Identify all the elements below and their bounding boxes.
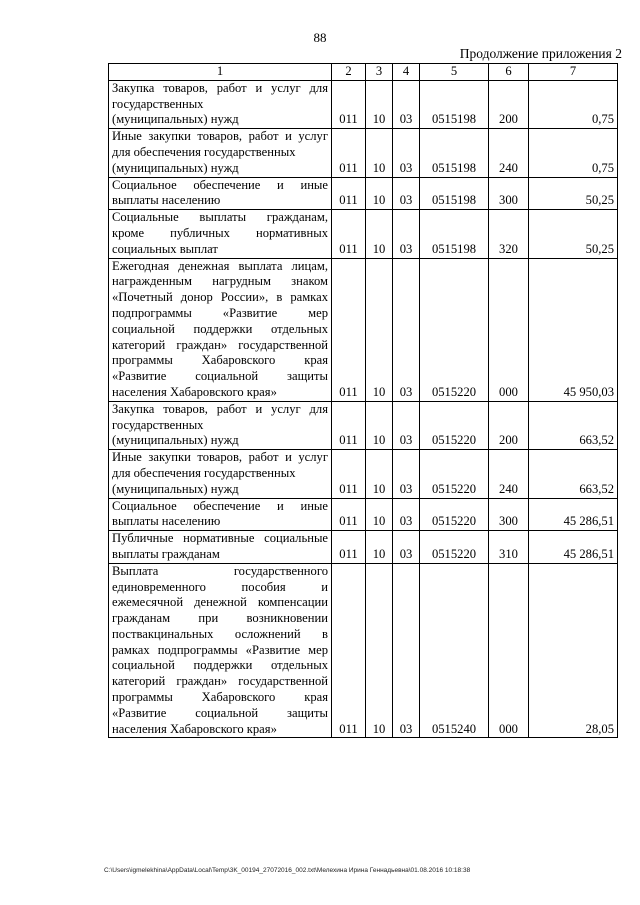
subsection-code: 03: [393, 450, 420, 498]
amount: 45 950,03: [529, 258, 618, 401]
table-row: [109, 498, 618, 531]
target-article: 0515240: [420, 563, 489, 738]
target-article: 0515220: [420, 401, 489, 449]
table-row: [109, 258, 618, 401]
expense-type: 320: [489, 210, 529, 258]
expense-type: 240: [489, 129, 529, 177]
subsection-code: 03: [393, 210, 420, 258]
expense-name: Закупка товаров, работ и услуг для государственных (муниципальных) нужд: [109, 401, 332, 449]
table-row: [109, 210, 618, 258]
expense-name: Социальные выплаты гражданам, кроме публичных нормативных социальных выплат: [109, 210, 332, 258]
expense-type: 200: [489, 80, 529, 128]
expense-name: Закупка товаров, работ и услуг для государственных (муниципальных) нужд: [109, 80, 332, 128]
table-row: [109, 450, 618, 498]
target-article: 0515220: [420, 258, 489, 401]
subsection-code: 03: [393, 258, 420, 401]
target-article: 0515220: [420, 498, 489, 531]
table-row: [109, 401, 618, 449]
footer-file-path: C:\Users\igmelekhina\AppData\Local\Temp\3K_00194_27072016_002.txt\Мелехина Ирина Геннадьевна\01.08.2016 10:18:38: [104, 867, 471, 874]
amount: 50,25: [529, 177, 618, 210]
amount: 50,25: [529, 210, 618, 258]
amount: 0,75: [529, 129, 618, 177]
ministry-code: 011: [332, 129, 366, 177]
subsection-code: 03: [393, 531, 420, 564]
ministry-code: 011: [332, 210, 366, 258]
expense-type: 310: [489, 531, 529, 564]
amount: 663,52: [529, 401, 618, 449]
amount: 45 286,51: [529, 498, 618, 531]
ministry-code: 011: [332, 498, 366, 531]
expense-name: Иные закупки товаров, работ и услуг для обеспечения государственных (муниципальных) нужд: [109, 450, 332, 498]
table-row: [109, 177, 618, 210]
ministry-code: 011: [332, 80, 366, 128]
section-code: 10: [366, 129, 393, 177]
expense-name: Социальное обеспечение и иные выплаты населению: [109, 498, 332, 531]
expense-name: Выплата государственного единовременного пособия и ежемесячной денежной компенсации гражданам при возникновении поствакцинальных осложнений в рамках подпрограммы «Развитие мер социальной поддержки отдельных категорий граждан» государственной программы Хабаровского края «Развитие социальной защиты населения Хабаровского края»: [109, 563, 332, 738]
header-cell: 1: [109, 64, 332, 81]
subsection-code: 03: [393, 498, 420, 531]
subsection-code: 03: [393, 80, 420, 128]
amount: 45 286,51: [529, 531, 618, 564]
section-code: 10: [366, 563, 393, 738]
table-row: [109, 531, 618, 564]
expense-type: 300: [489, 177, 529, 210]
header-cell: 5: [420, 64, 489, 81]
target-article: 0515198: [420, 210, 489, 258]
header-cell: 2: [332, 64, 366, 81]
ministry-code: 011: [332, 563, 366, 738]
ministry-code: 011: [332, 531, 366, 564]
ministry-code: 011: [332, 401, 366, 449]
amount: 663,52: [529, 450, 618, 498]
expense-name: Социальное обеспечение и иные выплаты населению: [109, 177, 332, 210]
amount: 28,05: [529, 563, 618, 738]
amount: 0,75: [529, 80, 618, 128]
header-cell: 6: [489, 64, 529, 81]
expense-type: 000: [489, 563, 529, 738]
section-code: 10: [366, 498, 393, 531]
table-row: [109, 80, 618, 128]
expense-name: Публичные нормативные социальные выплаты гражданам: [109, 531, 332, 564]
page-number: 88: [313, 30, 327, 45]
subsection-code: 03: [393, 563, 420, 738]
target-article: 0515198: [420, 80, 489, 128]
header-cell: 7: [529, 64, 618, 81]
subsection-code: 03: [393, 177, 420, 210]
expense-name: Ежегодная денежная выплата лицам, награжденным нагрудным знаком «Почетный донор России», в рамках подпрограммы «Развитие мер социальной поддержки отдельных категорий граждан» государственной программы Хабаровского края «Развитие социальной защиты населения Хабаровского края»: [109, 258, 332, 401]
expense-type: 300: [489, 498, 529, 531]
target-article: 0515220: [420, 531, 489, 564]
header-cell: 4: [393, 64, 420, 81]
target-article: 0515198: [420, 177, 489, 210]
header-row: [109, 64, 618, 81]
ministry-code: 011: [332, 177, 366, 210]
expense-type: 000: [489, 258, 529, 401]
section-code: 10: [366, 177, 393, 210]
section-code: 10: [366, 258, 393, 401]
subsection-code: 03: [393, 129, 420, 177]
target-article: 0515198: [420, 129, 489, 177]
ministry-code: 011: [332, 258, 366, 401]
ministry-code: 011: [332, 450, 366, 498]
expense-name: Иные закупки товаров, работ и услуг для обеспечения государственных (муниципальных) нужд: [109, 129, 332, 177]
subsection-code: 03: [393, 401, 420, 449]
section-code: 10: [366, 80, 393, 128]
header-cell: 3: [366, 64, 393, 81]
section-code: 10: [366, 450, 393, 498]
table-row: [109, 129, 618, 177]
section-code: 10: [366, 531, 393, 564]
target-article: 0515220: [420, 450, 489, 498]
table-row: [109, 563, 618, 738]
section-code: 10: [366, 210, 393, 258]
budget-table: [108, 63, 618, 738]
expense-type: 240: [489, 450, 529, 498]
expense-type: 200: [489, 401, 529, 449]
continuation-label: Продолжение приложения 2: [459, 46, 622, 61]
section-code: 10: [366, 401, 393, 449]
